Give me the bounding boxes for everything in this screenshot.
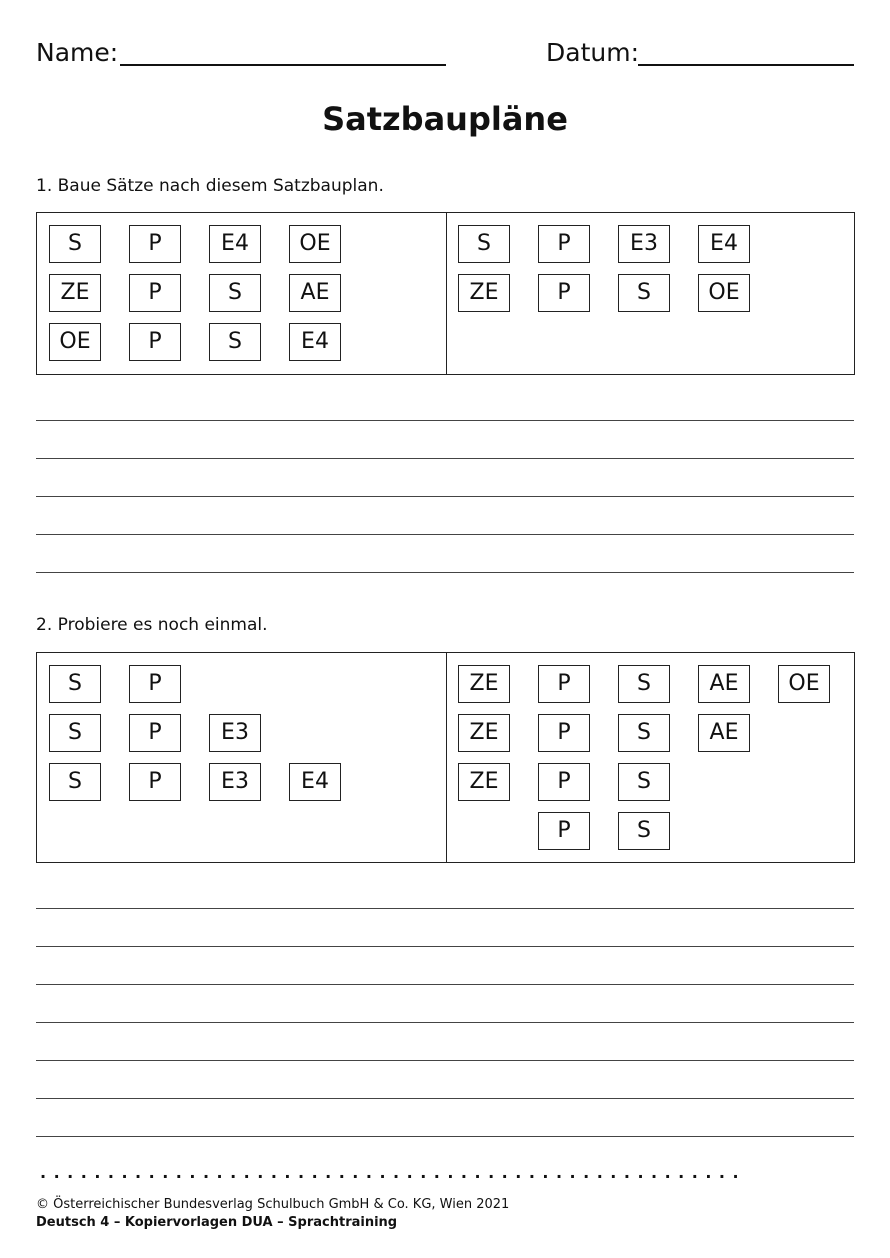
clause-element-box: E3 xyxy=(618,225,670,263)
writing-line[interactable] xyxy=(36,908,854,909)
clause-element-box: ZE xyxy=(458,763,510,801)
writing-line[interactable] xyxy=(36,496,854,497)
clause-element-box: S xyxy=(618,665,670,703)
writing-line[interactable] xyxy=(36,946,854,947)
clause-element-box: P xyxy=(538,225,590,263)
clause-element-box: P xyxy=(129,665,181,703)
task1-panel xyxy=(36,212,855,375)
clause-element-box: OE xyxy=(778,665,830,703)
name-label: Name: xyxy=(36,38,119,67)
clause-element-box: OE xyxy=(49,323,101,361)
clause-element-box: P xyxy=(129,763,181,801)
copyright-text: © Österreichischer Bundesverlag Schulbuch GmbH & Co. KG, Wien 2021 xyxy=(36,1197,510,1212)
clause-element-box: P xyxy=(538,812,590,850)
writing-line[interactable] xyxy=(36,572,854,573)
writing-line[interactable] xyxy=(36,458,854,459)
task1-instruction: 1. Baue Sätze nach diesem Satzbauplan. xyxy=(36,176,384,196)
writing-line[interactable] xyxy=(36,1022,854,1023)
date-label: Datum: xyxy=(546,38,639,67)
writing-line[interactable] xyxy=(36,1136,854,1137)
clause-element-box: E3 xyxy=(209,763,261,801)
writing-line[interactable] xyxy=(36,984,854,985)
clause-element-box: ZE xyxy=(458,665,510,703)
clause-element-box: E4 xyxy=(289,763,341,801)
clause-element-box: E3 xyxy=(209,714,261,752)
clause-element-box: S xyxy=(49,763,101,801)
clause-element-box: P xyxy=(538,714,590,752)
clause-element-box: S xyxy=(49,714,101,752)
clause-element-box: S xyxy=(618,812,670,850)
clause-element-box: S xyxy=(49,665,101,703)
clause-element-box: P xyxy=(538,665,590,703)
clause-element-box: ZE xyxy=(49,274,101,312)
clause-element-box: ZE xyxy=(458,714,510,752)
name-field[interactable] xyxy=(120,64,446,66)
clause-element-box: AE xyxy=(289,274,341,312)
clause-element-box: P xyxy=(129,274,181,312)
date-field[interactable] xyxy=(638,64,854,66)
task1-divider xyxy=(446,213,447,374)
series-text: Deutsch 4 – Kopiervorlagen DUA – Sprachtraining xyxy=(36,1215,398,1230)
writing-line[interactable] xyxy=(36,534,854,535)
task2-divider xyxy=(446,653,447,862)
cut-line-dots: .................................................... xyxy=(40,1163,747,1182)
clause-element-box: E4 xyxy=(289,323,341,361)
page-title: Satzbaupläne xyxy=(322,100,568,138)
writing-line[interactable] xyxy=(36,1098,854,1099)
clause-element-box: OE xyxy=(289,225,341,263)
clause-element-box: OE xyxy=(698,274,750,312)
clause-element-box: P xyxy=(538,763,590,801)
clause-element-box: S xyxy=(209,274,261,312)
clause-element-box: S xyxy=(618,714,670,752)
clause-element-box: AE xyxy=(698,665,750,703)
clause-element-box: P xyxy=(538,274,590,312)
clause-element-box: P xyxy=(129,225,181,263)
clause-element-box: S xyxy=(209,323,261,361)
clause-element-box: S xyxy=(618,274,670,312)
clause-element-box: E4 xyxy=(209,225,261,263)
clause-element-box: E4 xyxy=(698,225,750,263)
clause-element-box: S xyxy=(618,763,670,801)
clause-element-box: S xyxy=(458,225,510,263)
task2-instruction: 2. Probiere es noch einmal. xyxy=(36,615,268,635)
clause-element-box: AE xyxy=(698,714,750,752)
writing-line[interactable] xyxy=(36,420,854,421)
clause-element-box: S xyxy=(49,225,101,263)
writing-line[interactable] xyxy=(36,1060,854,1061)
clause-element-box: ZE xyxy=(458,274,510,312)
clause-element-box: P xyxy=(129,714,181,752)
task2-panel xyxy=(36,652,855,863)
clause-element-box: P xyxy=(129,323,181,361)
